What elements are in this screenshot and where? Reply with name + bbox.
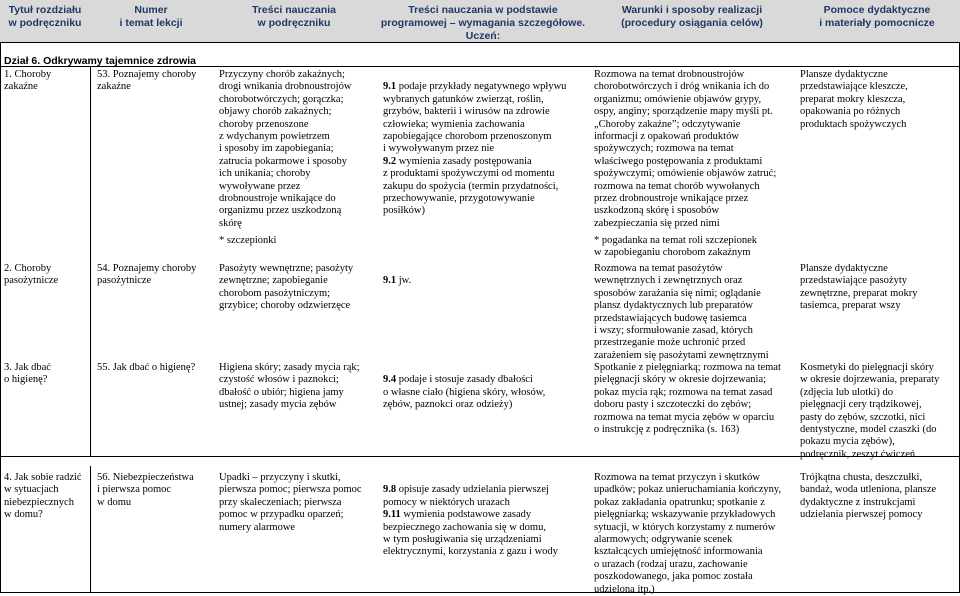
row1-content-extra: * szczepionki [219,235,277,246]
row1-methods: Rozmowa na temat drobnoustrojów chorobotwórczych i dróg wnikania ich do organizmu; omówienie objawów grypy, ospy, anginy; sporządzenie mapy myśli pt. „Choroby zakaźne”; odczytywanie informacji z opakowań produktów spożywczych; rozmowa na temat właściwego postępowania z produktami spożywczymi; omówienie objawów zatruć; rozmowa na temat chorób wywołanych przez drobnoustroje wnikające przez uszkodzoną skórę i sposobów zabezpieczania się przed nimi [594,69,777,229]
req-text: wymienia podstawowe zasady bezpiecznego zachowania się w domu, w tym posługiwania się urządzeniami elektrycznymi, korzystania z gazu i wody [383,509,558,558]
row2-methods: Rozmowa na temat pasożytów wewnętrznych i zewnętrznych oraz sposobów zarażania się nimi; oglądanie plansz dydaktycznych lub preparatów przedstawiających budowę tasiemca i wszy; sformułowanie zasad, których przestrzeganie może uchronić przed zarażeniem się pasożytami zewnętrznymi [594,263,769,361]
req-text: podaje przykłady negatywnego wpływu wybranych gatunków zwierząt, roślin, grzybów, bakterii i wirusów na zdrowie człowieka; wymienia zachowania zapobiegające chorobom przenoszonym i wywoływanym przez nie [383,81,567,155]
divider [0,42,1,593]
row2-lesson: 54. Poznajemy choroby pasożytnicze [97,263,197,287]
req-code: 9.11 [383,509,401,521]
divider [90,66,91,456]
row4-lesson: 56. Niebezpieczeństwa i pierwsza pomoc w domu [97,472,194,508]
row4-methods: Rozmowa na temat przyczyn i skutków upadków; pokaz unieruchamiania kończyny, pokaz zakładania opatrunku; spotkanie z pielęgniarką; wskazywanie przykładowych sytuacji, w których korzystamy z numerów alarmowych; odgrywanie scenek kształcących umiejętność informowania o urazach (rodzaj urazu, zachowanie poszkodowanego, jaka pomoc została udzielona itp.) [594,472,782,595]
row2-content: Pasożyty wewnętrzne; pasożyty zewnętrzne; zapobieganie chorobom pasożytniczym; grzybice; choroby odzwierzęce [219,263,354,312]
req-text: opisuje zasady udzielania pierwszej pomocy w niektórych urazach [383,484,549,508]
req-text: podaje i stosuje zasady dbałości o własne ciało (higiena skóry, włosów, zębów, paznokci oraz odzieży) [383,374,546,411]
row3-lesson: 55. Jak dbać o higienę? [97,362,196,373]
row2-requirements [383,263,589,288]
header-content: Treści nauczania w podręczniku [251,4,337,29]
req-code: 9.8 [383,484,397,496]
row1-content: Przyczyny chorób zakaźnych; drogi wnikania drobnoustrojów chorobotwórczych; gorączka; objawy chorób zakaźnych; choroby przenoszone z wdychanym powietrzem i sposoby im zapobiegania; zatrucia pokarmowe i sposoby ich unikania; choroby wywoływane przez drobnoustroje wnikające do organizmu przez uszkodzoną skórę [219,69,352,229]
row1-lesson: 53. Poznajemy choroby zakaźne [97,69,197,93]
header-chapter: Tytuł rozdziału w podręczniku [8,4,82,29]
row3-chapter: 3. Jak dbać o higienę? [4,362,51,386]
req-text: wymienia zasady postępowania z produktami spożywczymi od momentu zakupu do spożycia (termin przydatności, przechowywanie, przygotowywanie posiłków) [383,155,559,217]
req-code: 9.2 [383,155,397,167]
divider [90,466,91,593]
row4-chapter: 4. Jak sobie radzić w sytuacjach niebezpiecznych w domu? [4,472,82,521]
row3-requirements [383,362,589,412]
row3-methods: Spotkanie z pielęgniarką; rozmowa na temat pielęgnacji skóry w okresie dojrzewania; pokaz mycia rąk; rozmowa na temat zasad doboru pasty i szczoteczki do zębów; rozmowa na temat mycia zębów w oparciu o instrukcję z podręcznika (s. 163) [594,362,781,436]
section-title: Dział 6. Odkrywamy tajemnice zdrowia [4,55,196,67]
row2-aids: Plansze dydaktyczne przedstawiające pasożyty zewnętrzne, preparat mokry tasiemca, preparat wszy [800,263,918,312]
row1-chapter: 1. Choroby zakaźne [4,69,52,93]
header-methods: Warunki i sposoby realizacji (procedury osiągania celów) [621,4,763,29]
header-lesson: Numer i temat lekcji [119,4,183,29]
row4-aids: Trójkątna chusta, deszczułki, bandaż, woda utleniona, plansze dydaktyczne z instrukcjami udzielania pierwszej pomocy [800,472,937,521]
header-requirements: Treści nauczania w podstawie programowej – wymagania szczegółowe. Uczeń: [380,4,586,42]
row2-chapter: 2. Choroby pasożytnicze [4,263,59,287]
row3-aids: Kosmetyki do pielęgnacji skóry w okresie dojrzewania, preparaty (zdjęcia lub ulotki) do pielęgnacji cery trądzikowej, pasty do zębów, szczotki, nici dentystyczne, model czaszki (do pokazu mycia zębów), podręcznik, zeszyt ćwiczeń [800,362,940,460]
req-code: 9.1 [383,81,397,93]
row1-requirements [383,69,589,218]
req-code: 9.1 [383,275,397,287]
table-header [0,0,960,42]
header-aids: Pomoce dydaktyczne i materiały pomocnicze [819,4,935,29]
row3-content: Higiena skóry; zasady mycia rąk; czystość włosów i paznokci; dbałość o ubiór; higiena jamy ustnej; zasady mycia zębów [219,362,360,411]
row4-requirements [383,472,589,559]
row1-aids: Plansze dydaktyczne przedstawiające kleszcze, preparat mokry kleszcza, opakowania po różnych produktach spożywczych [800,69,908,130]
req-code: 9.4 [383,374,397,386]
row1-methods-extra: * pogadanka na temat roli szczepionek w zapobieganiu chorobom zakaźnym [594,235,757,259]
row4-content: Upadki – przyczyny i skutki, pierwsza pomoc; pierwsza pomoc przy skaleczeniach; pierwsza pomoc w przypadku oparzeń; numery alarmowe [219,472,362,533]
divider [0,42,960,43]
req-text: jw. [396,275,412,287]
